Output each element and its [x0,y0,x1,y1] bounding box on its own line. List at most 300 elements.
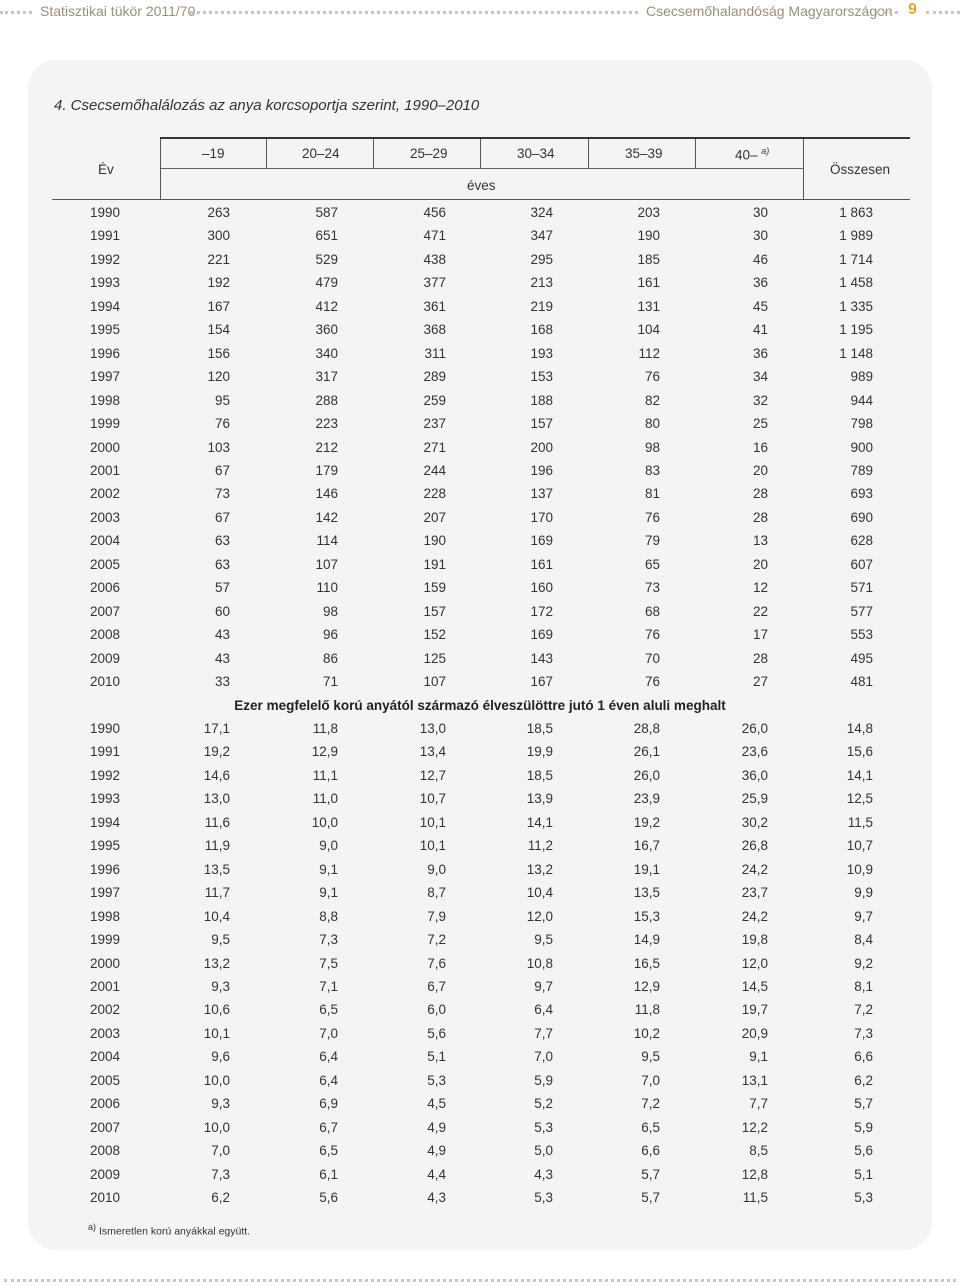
value-cell: 114 [316,533,338,549]
page-number: 9 [908,1,917,18]
table-row [70,440,890,460]
value-cell: 161 [637,275,660,291]
value-cell: 11,8 [312,721,338,736]
column-divider [266,139,267,168]
table-row [70,205,890,225]
table-row [70,956,890,976]
value-cell: 10,2 [633,1025,660,1041]
publication-title: Statisztikai tükör 2011/70 [40,3,196,19]
year-column-header: Év [98,162,114,177]
year-cell: 2000 [89,439,120,455]
value-cell: 8,7 [427,885,446,901]
value-cell: 12,9 [311,744,338,760]
value-cell: 19,8 [741,932,768,948]
table-row [70,979,890,999]
value-cell: 13 [752,533,768,549]
value-cell: 6,5 [641,1119,660,1135]
value-cell: 188 [530,392,553,408]
table-row [70,862,890,882]
value-cell: 125 [423,650,446,666]
value-cell: 10,1 [419,814,446,830]
value-cell: 4,9 [427,1119,446,1135]
value-cell: 185 [637,251,660,267]
value-cell: 18,5 [526,767,553,783]
total-cell: 553 [850,627,873,643]
header-mid-rule [160,168,803,169]
value-cell: 377 [423,275,446,291]
total-cell: 10,9 [846,861,873,877]
value-cell: 76 [644,627,660,643]
value-cell: 271 [423,439,446,455]
table-row [70,369,890,389]
year-cell: 2005 [89,1072,120,1088]
value-cell: 471 [423,228,446,244]
value-cell: 46 [752,251,768,267]
total-cell: 10,7 [846,838,873,854]
total-cell: 8,4 [854,932,873,948]
total-cell: 989 [850,369,873,385]
value-cell: 6,0 [427,1002,446,1018]
value-cell: 16 [752,439,768,455]
total-cell: 14,1 [846,767,873,783]
value-cell: 193 [530,345,553,361]
value-cell: 11,8 [634,1002,660,1018]
value-cell: 192 [207,275,230,291]
table-row [70,604,890,624]
year-cell: 1992 [89,767,120,783]
value-cell: 7,5 [319,955,338,971]
year-cell: 1993 [89,791,120,807]
table-row [70,393,890,413]
value-cell: 73 [644,580,660,596]
total-cell: 1 863 [839,205,873,220]
value-cell: 28 [752,509,768,525]
value-cell: 137 [530,486,553,502]
value-cell: 13,5 [203,861,230,877]
value-cell: 10,0 [203,1119,230,1135]
value-cell: 6,4 [319,1072,338,1088]
value-cell: 83 [644,462,660,478]
year-cell: 1999 [89,932,120,948]
dotted-footer-rule [4,1279,956,1282]
table-row [70,1143,890,1163]
value-cell: 14,6 [203,767,230,783]
value-cell: 20 [752,556,768,572]
table-row [70,885,890,905]
value-cell: 30 [752,228,768,244]
value-cell: 5,3 [427,1072,446,1088]
value-cell: 289 [423,369,446,385]
value-cell: 18,5 [526,721,553,736]
value-cell: 5,6 [427,1025,446,1041]
value-cell: 13,9 [526,791,553,807]
year-cell: 2007 [89,1119,120,1135]
value-cell: 7,3 [211,1166,230,1182]
value-cell: 23,6 [741,744,768,760]
total-cell: 6,2 [854,1072,873,1088]
year-cell: 2009 [89,1166,120,1182]
value-cell: 7,6 [427,955,446,971]
year-cell: 2004 [89,533,120,549]
value-cell: 5,7 [641,1166,660,1182]
value-cell: 98 [644,439,660,455]
value-cell: 5,9 [534,1072,553,1088]
value-cell: 11,0 [312,791,338,807]
value-cell: 70 [644,650,660,666]
total-cell: 1 195 [839,322,873,338]
value-cell: 651 [315,228,338,244]
value-cell: 7,1 [319,978,338,994]
value-cell: 4,3 [534,1166,553,1182]
value-cell: 412 [315,298,338,314]
value-cell: 13,0 [419,721,446,736]
year-cell: 2006 [89,1096,120,1112]
value-cell: 237 [423,416,446,432]
table-row [70,1096,890,1116]
year-cell: 1997 [89,885,120,901]
year-cell: 1990 [89,721,120,736]
value-cell: 12,0 [741,955,768,971]
value-cell: 4,9 [427,1143,446,1159]
table-row [70,721,890,741]
total-cell: 1 335 [839,298,873,314]
value-cell: 19,1 [633,861,660,877]
value-cell: 7,0 [641,1072,660,1088]
value-cell: 7,9 [427,908,446,924]
table-row [70,1049,890,1069]
rate-section-title: Ezer megfelelő korú anyától származó élveszülöttre jutó 1 éven aluli meghalt [234,698,726,713]
value-cell: 104 [637,322,660,338]
value-cell: 300 [207,228,230,244]
value-cell: 6,1 [319,1166,338,1182]
value-cell: 196 [530,462,553,478]
dotted-leader [190,11,638,14]
age-group-header [735,146,769,163]
value-cell: 9,5 [641,1049,660,1065]
value-cell: 43 [214,650,230,666]
value-cell: 25 [752,416,768,432]
value-cell: 324 [530,205,553,220]
value-cell: 12 [752,580,768,596]
value-cell: 25,9 [741,791,768,807]
age-group-header: 20–24 [302,146,340,161]
table-row [70,252,890,272]
year-cell: 2004 [89,1049,120,1065]
value-cell: 317 [315,369,338,385]
value-cell: 529 [315,251,338,267]
value-cell: 438 [423,251,446,267]
value-cell: 20,9 [741,1025,768,1041]
year-cell: 1994 [89,814,120,830]
table-row [70,838,890,858]
total-cell: 628 [850,533,873,549]
value-cell: 154 [207,322,230,338]
value-cell: 172 [530,603,553,619]
unit-label: éves [467,178,496,193]
footnote-text: Ismeretlen korú anyákkal együtt. [98,1225,251,1238]
total-cell: 607 [850,556,873,572]
value-cell: 73 [214,486,230,502]
value-cell: 86 [322,650,338,666]
value-cell: 5,1 [427,1049,446,1065]
total-cell: 6,6 [854,1049,873,1065]
value-cell: 24,2 [741,908,768,924]
value-cell: 19,7 [741,1002,768,1018]
value-cell: 10,1 [419,838,446,854]
total-cell: 7,3 [854,1025,873,1041]
value-cell: 12,7 [419,767,446,783]
value-cell: 4,5 [427,1096,446,1112]
header-bottom-rule [52,199,910,200]
value-cell: 12,2 [741,1119,768,1135]
value-cell: 221 [207,251,230,267]
value-cell: 288 [315,392,338,408]
value-cell: 7,3 [319,932,338,948]
value-cell: 311 [424,345,446,361]
value-cell: 79 [644,533,660,549]
value-cell: 7,0 [534,1049,553,1065]
table-row [70,416,890,436]
column-divider [373,139,374,168]
value-cell: 157 [423,603,446,619]
chapter-title: Csecsemőhalandóság Magyarországon [646,3,893,19]
value-cell: 71 [322,674,338,689]
value-cell: 340 [315,345,338,361]
total-cell: 11,5 [847,814,873,830]
value-cell: 5,0 [534,1143,553,1159]
value-cell: 167 [207,298,230,314]
table-row [70,486,890,506]
value-cell: 107 [423,674,446,689]
column-divider [160,139,161,199]
value-cell: 82 [644,392,660,408]
value-cell: 170 [530,509,553,525]
value-cell: 167 [530,674,553,689]
total-cell: 5,6 [854,1143,873,1159]
table-row [70,275,890,295]
value-cell: 6,2 [211,1190,230,1205]
value-cell: 76 [644,369,660,385]
value-cell: 8,8 [319,908,338,924]
year-cell: 2005 [89,556,120,572]
total-cell: 1 714 [839,251,873,267]
year-cell: 2010 [89,1190,120,1205]
value-cell: 17 [752,627,768,643]
total-cell: 9,7 [854,908,873,924]
dotted-leader [876,11,898,14]
value-cell: 28 [752,486,768,502]
year-cell: 1992 [89,251,120,267]
total-cell: 8,1 [854,978,873,994]
value-cell: 6,4 [534,1002,553,1018]
value-cell: 11,7 [204,885,230,901]
table-row [70,651,890,671]
value-cell: 244 [423,462,446,478]
table-row [70,228,890,248]
value-cell: 9,0 [427,861,446,877]
value-cell: 23,7 [741,885,768,901]
value-cell: 36 [752,275,768,291]
total-cell: 1 458 [839,275,873,291]
total-cell: 1 148 [839,345,873,361]
value-cell: 456 [423,205,446,220]
value-cell: 95 [214,392,230,408]
value-cell: 26,8 [741,838,768,854]
value-cell: 22 [752,603,768,619]
total-cell: 1 989 [839,228,873,244]
total-cell: 571 [850,580,873,596]
value-cell: 9,1 [319,885,338,901]
year-cell: 1999 [89,416,120,432]
total-cell: 12,5 [846,791,873,807]
value-cell: 63 [214,556,230,572]
table-row [70,768,890,788]
total-cell: 9,9 [854,885,873,901]
table-row [70,1167,890,1187]
column-divider [588,139,589,168]
table-row [70,932,890,952]
year-cell: 2008 [89,627,120,643]
value-cell: 6,9 [319,1096,338,1112]
value-cell: 9,1 [319,861,338,877]
value-cell: 107 [315,556,338,572]
value-cell: 110 [316,580,338,596]
table-row [70,1002,890,1022]
value-cell: 169 [530,627,553,643]
value-cell: 60 [214,603,230,619]
value-cell: 20 [752,462,768,478]
total-cell: 789 [850,462,873,478]
total-cell: 5,3 [854,1190,873,1205]
running-head [0,0,960,24]
value-cell: 13,1 [741,1072,768,1088]
value-cell: 10,8 [526,955,553,971]
total-cell: 693 [850,486,873,502]
total-cell: 577 [850,603,873,619]
value-cell: 6,5 [319,1143,338,1159]
value-cell: 360 [315,322,338,338]
table-row [70,674,890,694]
value-cell: 11,1 [312,767,338,783]
value-cell: 9,3 [211,1096,230,1112]
value-cell: 259 [423,392,446,408]
value-cell: 9,0 [319,838,338,854]
value-cell: 159 [423,580,446,596]
year-cell: 1995 [89,322,120,338]
value-cell: 212 [315,439,338,455]
value-cell: 213 [530,275,553,291]
total-column-header: Összesen [830,162,891,177]
total-cell: 900 [850,439,873,455]
total-cell: 14,8 [846,721,873,736]
value-cell: 219 [530,298,553,314]
value-cell: 24,2 [741,861,768,877]
value-cell: 11,6 [204,814,230,830]
year-cell: 1993 [89,275,120,291]
total-cell: 798 [850,416,873,432]
year-cell: 1997 [89,369,120,385]
value-cell: 5,7 [641,1190,660,1205]
value-cell: 200 [530,439,553,455]
value-cell: 295 [530,251,553,267]
value-cell: 7,2 [427,932,446,948]
value-cell: 228 [423,486,446,502]
value-cell: 23,9 [633,791,660,807]
year-cell: 1995 [89,838,120,854]
total-cell: 9,2 [854,955,873,971]
value-cell: 10,7 [419,791,446,807]
value-cell: 10,0 [311,814,338,830]
table-row [70,510,890,530]
value-cell: 191 [423,556,446,572]
year-cell: 1991 [89,744,120,760]
total-cell: 5,1 [854,1166,873,1182]
table-row [70,1073,890,1093]
table-row [70,791,890,811]
footnote-marker: a) [88,1222,97,1232]
value-cell: 34 [752,369,768,385]
value-cell: 131 [637,298,660,314]
value-cell: 103 [207,439,230,455]
value-cell: 9,7 [534,978,553,994]
value-cell: 98 [322,603,338,619]
table-row [70,744,890,764]
value-cell: 33 [214,674,230,689]
year-cell: 2000 [89,955,120,971]
year-cell: 1996 [89,861,120,877]
year-cell: 1998 [89,392,120,408]
value-cell: 161 [530,556,553,572]
total-cell: 690 [850,509,873,525]
value-cell: 13,0 [203,791,230,807]
table-row [70,815,890,835]
value-cell: 5,3 [534,1119,553,1135]
value-cell: 157 [530,416,553,432]
column-divider [803,139,804,199]
value-cell: 12,0 [526,908,553,924]
value-cell: 156 [207,345,230,361]
table-row [70,557,890,577]
age-group-header: 25–29 [410,146,448,161]
value-cell: 152 [423,627,446,643]
value-cell: 36 [752,345,768,361]
value-cell: 7,0 [211,1143,230,1159]
table-row [70,463,890,483]
value-cell: 6,7 [427,978,446,994]
value-cell: 9,5 [211,932,230,948]
year-cell: 2003 [89,509,120,525]
value-cell: 26,0 [741,721,768,736]
value-cell: 13,4 [419,744,446,760]
total-cell: 481 [850,674,873,689]
value-cell: 11,9 [204,838,230,854]
value-cell: 32 [752,392,768,408]
value-cell: 160 [530,580,553,596]
value-cell: 80 [644,416,660,432]
age-group-header: 35–39 [625,146,663,161]
value-cell: 361 [423,298,446,314]
total-cell: 7,2 [854,1002,873,1018]
value-cell: 19,2 [633,814,660,830]
value-cell: 9,5 [534,932,553,948]
value-cell: 26,0 [633,767,660,783]
value-cell: 81 [644,486,660,502]
value-cell: 11,5 [742,1190,768,1205]
header-top-rule [160,137,910,139]
value-cell: 67 [214,462,230,478]
value-cell: 68 [644,603,660,619]
value-cell: 30,2 [741,814,768,830]
